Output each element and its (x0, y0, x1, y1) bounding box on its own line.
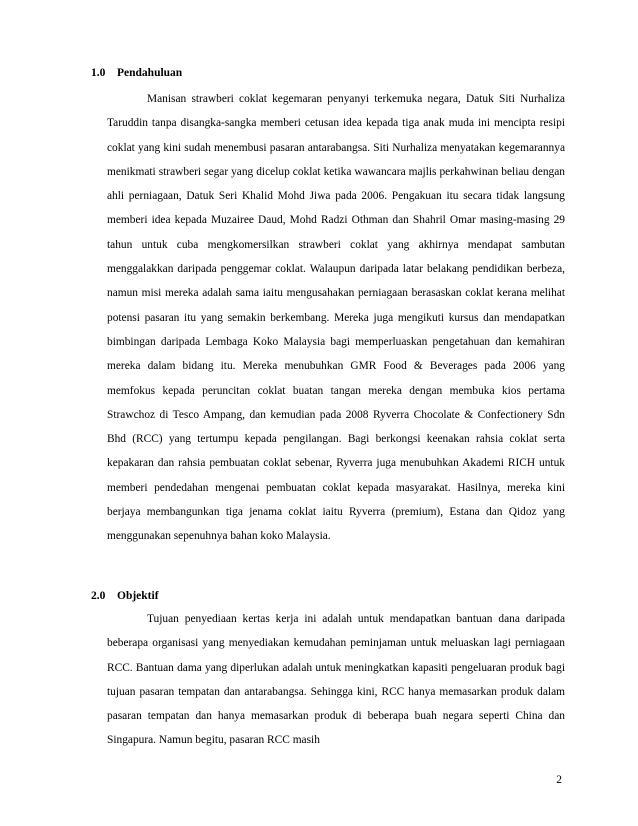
section-paragraph: Manisan strawberi coklat kegemaran penyanyi terkemuka negara, Datuk Siti Nurhaliza Taruddin tanpa disangka-sangka memberi cetusan idea kepada tiga anak muda ini mencipta resipi coklat yang kini sudah menembusi pasaran antarabangsa. Siti Nurhaliza menyatakan kegemarannya menikmati strawberi segar yang dicelup coklat ketika wawancara majlis perkahwinan beliau dengan ahli perniagaan, Datuk Seri Khalid Mohd Jiwa pada 2006. Pengakuan itu secara tidak langsung memberi idea kepada Muzairee Daud, Mohd Radzi Othman dan Shahril Omar masing-masing 29 tahun untuk cuba mengkomersilkan strawberi coklat yang akhirnya mendapat sambutan menggalakkan daripada penggemar coklat. Walaupun daripada latar belakang pendidikan berbeza, namun misi mereka adalah sama iaitu mengusahakan perniagaan berasaskan coklat kerana melihat potensi pasaran itu yang semakin berkembang. Mereka juga mengikuti kursus dan mendapatkan bimbingan daripada Lembaga Koko Malaysia bagi memperluaskan pengetahuan dan kemahiran mereka dalam bidang itu. Mereka menubuhkan GMR Food & Beverages pada 2006 yang memfokus kepada peruncitan coklat buatan tangan mereka dengan membuka kios pertama Strawchoz di Tesco Ampang, dan kemudian pada 2008 Ryverra Chocolate & Confectionery Sdn Bhd (RCC) yang tertumpu kepada pengilangan. Bagi berkongsi keenakan rahsia coklat serta kepakaran dan rahsia pembuatan coklat sebenar, Ryverra juga menubuhkan Akademi RICH untuk memberi pendedahan mengenai pembuatan coklat kepada masyarakat. Hasilnya, mereka kini berjaya membangunkan tiga jenama coklat iaitu Ryverra (premium), Estana dan Qidoz yang menggunakan sepenuhnya bahan koko Malaysia. (107, 93, 565, 543)
section-number: 1.0 (91, 67, 106, 79)
section-paragraph: Tujuan penyediaan kertas kerja ini adalah untuk mendapatkan bantuan dana daripada beberapa organisasi yang menyediakan kemudahan peminjaman untuk meluaskan lagi perniagaan RCC. Bantuan dama yang diperlukan adalah untuk meningkatkan kapasiti pengeluaran produk bagi tujuan pasaran tempatan dan antarabangsa. Sehingga kini, RCC hanya memasarkan produk dalam pasaran tempatan dan hanya memasarkan produk di beberapa buah negara seperti China dan Singapura. Namun begitu, pasaran RCC masih (107, 613, 565, 747)
section-heading (91, 586, 565, 606)
section-number: 2.0 (91, 590, 106, 602)
section-heading (91, 63, 565, 83)
section-pendahuluan (91, 63, 565, 549)
page-number: 2 (556, 774, 562, 786)
section-title: Pendahuluan (117, 67, 183, 79)
section-title: Objektif (117, 590, 159, 602)
section-objektif (91, 586, 565, 753)
